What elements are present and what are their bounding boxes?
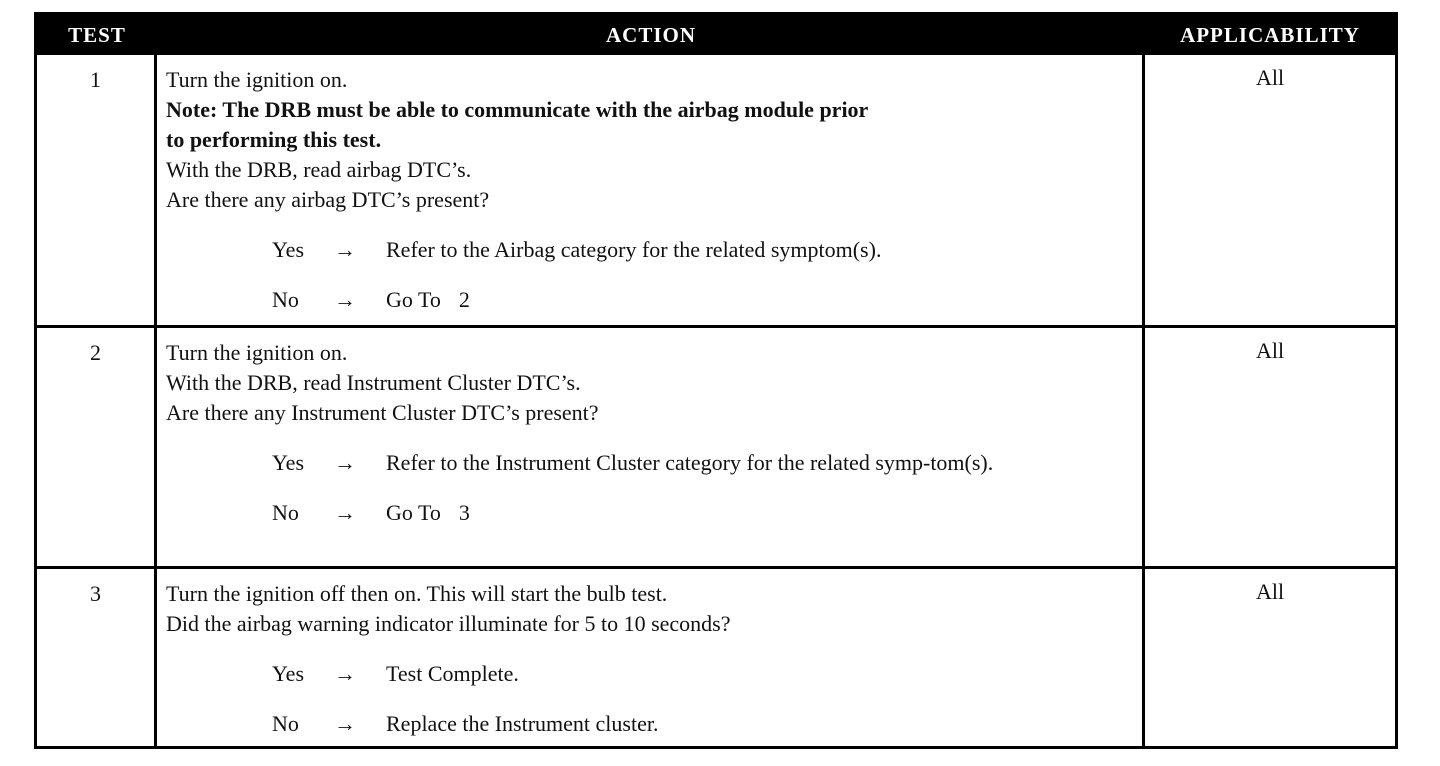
answer-no: [166, 709, 1134, 739]
goto-label: Go To: [386, 287, 441, 312]
answer-label: No: [272, 500, 299, 525]
answer-text: Refer to the Instrument Cluster category for the related symp-tom(s).: [386, 450, 994, 475]
test-number: 1: [37, 55, 157, 325]
applicability-value: All: [1255, 579, 1285, 604]
test-number: 3: [37, 569, 157, 746]
diagnostic-test-table: [34, 12, 1398, 749]
answer-text: Replace the Instrument cluster.: [386, 711, 659, 736]
test-number: 2: [37, 328, 157, 566]
answer-text: Test Complete.: [386, 661, 519, 686]
arrow-right-icon: →: [334, 711, 356, 736]
action-line: With the DRB, read Instrument Cluster DTC’s.: [166, 370, 581, 395]
applicability-value: All: [1255, 65, 1285, 90]
answer-list: [166, 659, 1134, 739]
action-line: With the DRB, read airbag DTC’s.: [166, 157, 472, 182]
answer-text: [386, 285, 1134, 315]
header-applicability: APPLICABILITY: [1180, 22, 1360, 47]
action-note: Note: The DRB must be able to communicate with the airbag module prior: [166, 97, 869, 122]
answer-list: [166, 235, 1134, 315]
action-cell: [157, 55, 1145, 325]
action-cell: [157, 569, 1145, 746]
arrow-right-icon: →: [334, 661, 356, 686]
header-action: ACTION: [605, 22, 696, 47]
answer-label: Yes: [272, 237, 305, 262]
answer-text: Refer to the Airbag category for the related symptom(s).: [386, 237, 882, 262]
arrow-right-icon: →: [334, 287, 356, 312]
action-line: Did the airbag warning indicator illuminate for 5 to 10 seconds?: [166, 611, 731, 636]
answer-label: No: [272, 287, 299, 312]
goto-label: Go To: [386, 500, 441, 525]
action-note: to performing this test.: [166, 127, 382, 152]
answer-label: Yes: [272, 661, 305, 686]
arrow-right-icon: →: [334, 237, 356, 262]
answer-label: Yes: [272, 450, 305, 475]
action-cell: [157, 328, 1145, 566]
goto-step: 3: [458, 500, 470, 525]
answer-list: [166, 448, 1134, 528]
action-line: Are there any airbag DTC’s present?: [166, 187, 490, 212]
header-test: TEST: [68, 22, 126, 47]
arrow-right-icon: →: [334, 500, 356, 525]
goto-step: 2: [458, 287, 470, 312]
answer-no: [166, 498, 1134, 528]
action-line: Turn the ignition on.: [166, 67, 348, 92]
action-line: Turn the ignition on.: [166, 340, 348, 365]
answer-text: [386, 498, 1134, 528]
answer-yes: [166, 448, 1134, 478]
table-header: [37, 15, 1395, 55]
answer-label: No: [272, 711, 299, 736]
answer-no: [166, 285, 1134, 315]
table-row: [37, 325, 1395, 566]
table-row: [37, 566, 1395, 746]
answer-yes: [166, 235, 1134, 265]
table-row: [37, 55, 1395, 325]
answer-yes: [166, 659, 1134, 689]
applicability-value: All: [1255, 338, 1285, 363]
action-line: Turn the ignition off then on. This will start the bulb test.: [166, 581, 668, 606]
arrow-right-icon: →: [334, 450, 356, 475]
action-line: Are there any Instrument Cluster DTC’s present?: [166, 400, 599, 425]
